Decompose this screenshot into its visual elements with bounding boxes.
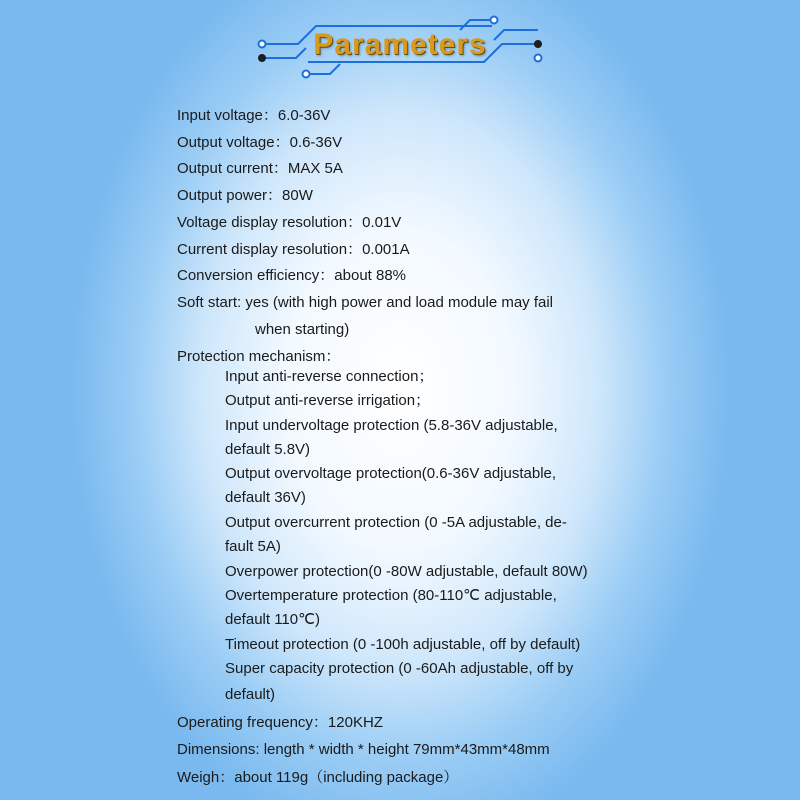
protection-item: Input undervoltage protection (5.8-36V adjustable,	[225, 417, 558, 434]
spec-protection-heading: Protection mechanism：	[177, 348, 341, 365]
spec-weight: Weigh：about 119g（including package）	[177, 769, 459, 786]
spec-soft-start: Soft start: yes (with high power and load module may fail	[177, 294, 554, 311]
protection-item-cont: fault 5A)	[225, 538, 281, 555]
protection-item-cont: default 5.8V)	[225, 441, 311, 458]
spec-soft-start-cont: when starting)	[255, 321, 350, 338]
protection-item: Input anti-reverse connection；	[225, 368, 434, 385]
spec-output-power: Output power：80W	[177, 187, 313, 204]
spec-output-current: Output current：MAX 5A	[177, 160, 343, 177]
spec-efficiency: Conversion efficiency：about 88%	[177, 267, 407, 284]
spec-current-resolution: Current display resolution：0.001A	[177, 241, 410, 258]
spec-voltage-resolution: Voltage display resolution：0.01V	[177, 214, 402, 231]
protection-item: Super capacity protection (0 -60Ah adjustable, off by	[225, 660, 574, 677]
spec-operating-frequency: Operating frequency：120KHZ	[177, 714, 383, 731]
protection-item: Output overvoltage protection(0.6-36V adjustable,	[225, 465, 557, 482]
protection-item: Output overcurrent protection (0 -5A adjustable, de-	[225, 514, 567, 531]
protection-item: Output anti-reverse irrigation；	[225, 392, 431, 409]
spec-output-voltage: Output voltage：0.6-36V	[177, 134, 343, 151]
spec-dimensions: Dimensions: length * width * height 79mm*43mm*48mm	[177, 741, 550, 758]
header-decoration	[0, 0, 800, 90]
protection-item-cont: default)	[225, 686, 276, 703]
protection-item-cont: default 110℃)	[225, 611, 320, 628]
protection-item: Timeout protection (0 -100h adjustable, off by default)	[225, 636, 581, 653]
spec-input-voltage: Input voltage：6.0-36V	[177, 107, 331, 124]
page-title: Parameters	[313, 28, 487, 61]
protection-item: Overpower protection(0 -80W adjustable, default 80W)	[225, 563, 588, 580]
protection-item-cont: default 36V)	[225, 489, 306, 506]
protection-item: Overtemperature protection (80-110℃ adjustable,	[225, 587, 557, 604]
